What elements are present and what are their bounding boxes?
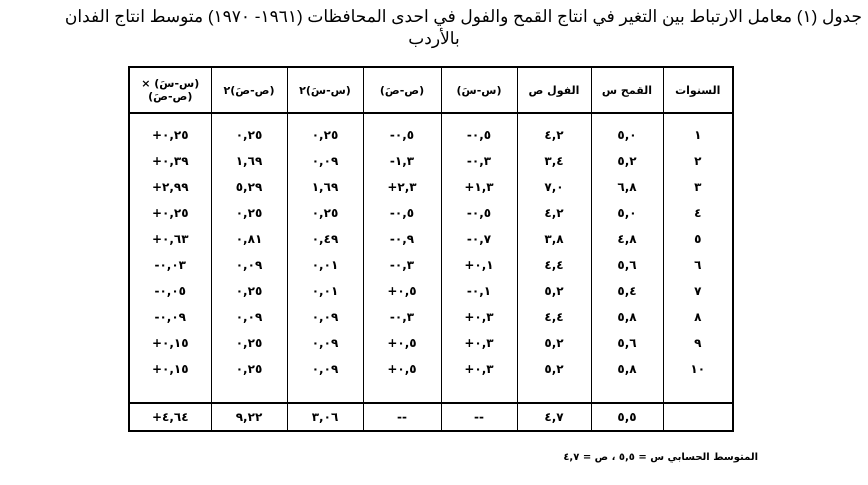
table-cell: ٣,٤	[517, 148, 591, 174]
table-cell: ٤,٢	[517, 113, 591, 148]
total-cell: ٥,٥	[591, 403, 663, 431]
table-cell: ٠,٠٩	[287, 330, 363, 356]
table-row	[129, 330, 733, 356]
table-cell: ٥,٢	[517, 330, 591, 356]
caption-line-1: جدول (١) معامل الارتباط بين التغير في انتاج القمح والفول في احدى المحافظات (١٩٦١- ١٩٧٠) متوسط انتاج الفدان	[64, 7, 862, 26]
header-cell: (س-سَ)	[441, 67, 517, 113]
table-cell: ٠,٤٩	[287, 226, 363, 252]
table-cell: ٠,٥+	[363, 278, 441, 304]
header-cell: القمح س	[591, 67, 663, 113]
table-cell: ٢,٣+	[363, 174, 441, 200]
table-cell: ٠,٥-	[441, 200, 517, 226]
table-cell: ١	[663, 113, 733, 148]
table-cell: ٤,٤	[517, 304, 591, 330]
table-cell: ٥,٠	[591, 200, 663, 226]
spacer-cell	[129, 382, 211, 403]
table-cell: ٠,٣-	[363, 304, 441, 330]
table-cell: ٠,٢٥+	[129, 113, 211, 148]
correlation-table-wrapper	[128, 66, 732, 432]
header-row	[129, 67, 733, 113]
table-cell: ٠,٠٩	[287, 148, 363, 174]
header-cell: السنوات	[663, 67, 733, 113]
table-cell: ٠,٥-	[363, 200, 441, 226]
table-cell: ٠,٠١	[287, 252, 363, 278]
table-cell: ٠,٣-	[363, 252, 441, 278]
spacer-cell	[663, 382, 733, 403]
table-cell: ٠,٢٥	[211, 330, 287, 356]
table-cell: ٠,٢٥	[287, 113, 363, 148]
table-cell: ٠,٩-	[363, 226, 441, 252]
table-cell: ٠,٨١	[211, 226, 287, 252]
table-cell: ٣	[663, 174, 733, 200]
table-row	[129, 252, 733, 278]
table-cell: ٥,٢	[591, 148, 663, 174]
table-cell: ٠,٥+	[363, 356, 441, 382]
table-cell: ٤	[663, 200, 733, 226]
table-cell: ٦	[663, 252, 733, 278]
table-cell: ٦,٨	[591, 174, 663, 200]
caption-line-2: بالأردب	[408, 29, 460, 48]
table-body	[129, 113, 733, 431]
total-cell	[663, 403, 733, 431]
total-cell: ٤,٦٤+	[129, 403, 211, 431]
table-cell: ٩	[663, 330, 733, 356]
table-cell: ٥,٢٩	[211, 174, 287, 200]
table-cell: ٥,٠	[591, 113, 663, 148]
spacer-cell	[441, 382, 517, 403]
total-cell: ٣,٠٦	[287, 403, 363, 431]
spacer-cell	[211, 382, 287, 403]
correlation-table	[128, 66, 734, 432]
table-cell: ٠,٥-	[363, 113, 441, 148]
header-cell: (س-سَ)٢	[287, 67, 363, 113]
total-cell: --	[441, 403, 517, 431]
table-cell: ٠,٣+	[441, 304, 517, 330]
table-row	[129, 304, 733, 330]
spacer-cell	[287, 382, 363, 403]
table-cell: ٥,٦	[591, 252, 663, 278]
total-cell: ٩,٢٢	[211, 403, 287, 431]
table-cell: ٣,٨	[517, 226, 591, 252]
spacer-cell	[363, 382, 441, 403]
table-row	[129, 174, 733, 200]
table-row	[129, 148, 733, 174]
table-cell: ٠,٠٩	[287, 304, 363, 330]
table-cell: ٤,٢	[517, 200, 591, 226]
table-cell: ٥,٢	[517, 356, 591, 382]
table-cell: ٠,٢٥+	[129, 200, 211, 226]
table-row	[129, 200, 733, 226]
table-cell: ٠,٠٩	[211, 304, 287, 330]
table-cell: ٤,٨	[591, 226, 663, 252]
table-cell: ٠,٠٩	[211, 252, 287, 278]
table-cell: ٠,٢٥	[211, 200, 287, 226]
table-cell: ٥,٦	[591, 330, 663, 356]
header-cell: (ص-صَ)٢	[211, 67, 287, 113]
totals-row	[129, 403, 733, 431]
table-cell: ٥,٨	[591, 356, 663, 382]
header-cell: (ص-صَ)	[363, 67, 441, 113]
table-cell: ٠,٠٩	[287, 356, 363, 382]
table-cell: ٤,٤	[517, 252, 591, 278]
table-cell: ٠,٢٥	[211, 356, 287, 382]
table-cell: ١,٣+	[441, 174, 517, 200]
table-cell: ٢,٩٩+	[129, 174, 211, 200]
table-cell: ٠,١٥+	[129, 330, 211, 356]
table-cell: ١,٣-	[363, 148, 441, 174]
table-cell: ٠,٣+	[441, 356, 517, 382]
spacer-cell	[517, 382, 591, 403]
header-cell: الفول ص	[517, 67, 591, 113]
table-row	[129, 356, 733, 382]
spacer-row	[129, 382, 733, 403]
table-cell: ١٠	[663, 356, 733, 382]
table-cell: ١,٦٩	[287, 174, 363, 200]
table-cell: ٠,٦٣+	[129, 226, 211, 252]
table-cell: ٥,٢	[517, 278, 591, 304]
table-row	[129, 278, 733, 304]
table-cell: ٥,٨	[591, 304, 663, 330]
table-cell: ٠,٢٥	[211, 113, 287, 148]
table-cell: ٥,٤	[591, 278, 663, 304]
table-cell: ٢	[663, 148, 733, 174]
spacer-cell	[591, 382, 663, 403]
table-cell: ٧	[663, 278, 733, 304]
table-cell: ٨	[663, 304, 733, 330]
table-cell: ٠,٠١	[287, 278, 363, 304]
table-cell: ٠,١-	[441, 278, 517, 304]
table-cell: ٠,٠٣-	[129, 252, 211, 278]
mean-note: المتوسط الحسابي س = ٥,٥ ، ص = ٤,٧	[563, 452, 758, 463]
table-cell: ٠,٥-	[441, 113, 517, 148]
table-caption	[6, 6, 862, 50]
table-cell: ٠,٥+	[363, 330, 441, 356]
total-cell: ٤,٧	[517, 403, 591, 431]
table-cell: ١,٦٩	[211, 148, 287, 174]
table-row	[129, 113, 733, 148]
table-cell: ٠,١٥+	[129, 356, 211, 382]
table-cell: ٥	[663, 226, 733, 252]
table-cell: ٠,٣+	[441, 330, 517, 356]
table-cell: ٠,٢٥	[287, 200, 363, 226]
table-row	[129, 226, 733, 252]
header-cell: (س-سَ) × (ص-صَ)	[129, 67, 211, 113]
total-cell: --	[363, 403, 441, 431]
table-cell: ٠,٧-	[441, 226, 517, 252]
table-cell: ٠,٣-	[441, 148, 517, 174]
table-cell: ٠,٠٥-	[129, 278, 211, 304]
table-cell: ٠,٣٩+	[129, 148, 211, 174]
table-cell: ٠,٠٩-	[129, 304, 211, 330]
table-cell: ٠,١+	[441, 252, 517, 278]
table-cell: ٧,٠	[517, 174, 591, 200]
table-cell: ٠,٢٥	[211, 278, 287, 304]
